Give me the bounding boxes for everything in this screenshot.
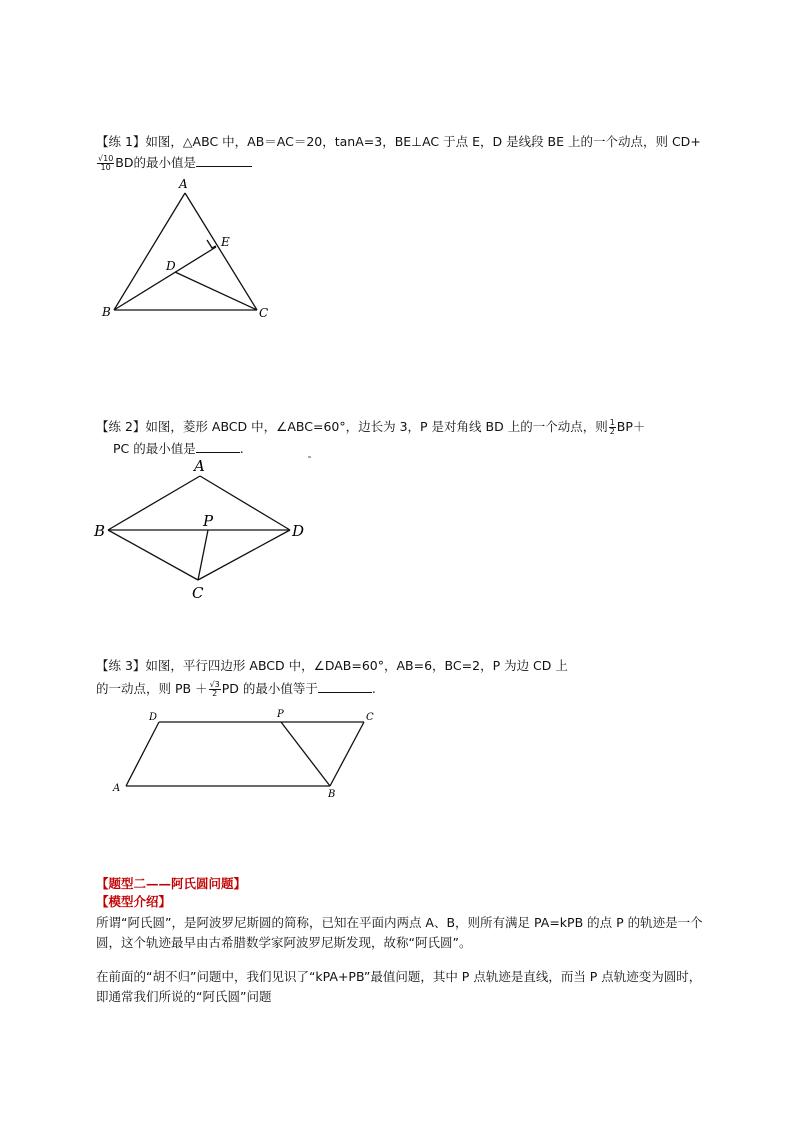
section-paragraph-2: 在前面的“胡不归”问题中，我们见识了“kPA+PB”最值问题，其中 P 点轨迹是直线，而当 P 点轨迹变为圆时，即通常我们所说的“阿氏圆”问题 <box>96 969 702 1004</box>
ex2-side-ad <box>200 476 290 530</box>
section-paragraph-1: 所谓“阿氏圆”，是阿波罗尼斯圆的简称，已知在平面内两点 A、B，则所有满足 PA=kPB 的点 P 的轨迹是一个圆，这个轨迹最早由古希腊数学家阿波罗尼斯发现，故称“阿氏圆”。 <box>96 915 703 950</box>
ex3-side-bc <box>330 722 364 786</box>
ex2-fraction <box>609 419 616 436</box>
section-subheading: 【模型介绍】 <box>96 894 172 909</box>
ex2-line2-end: . <box>239 441 244 456</box>
ex2-line1-text: 【练 2】如图，菱形 ABCD 中，∠ABC=60°，边长为 3，P 是对角线 BD 上的一个动点，则 <box>96 419 608 434</box>
ex3-label-a: A <box>113 783 121 794</box>
ex1-label-c: C <box>259 306 269 320</box>
ex3-line2-head: 的一动点，则 PB ＋ <box>96 681 208 696</box>
ex1-frac-den: 10 <box>100 163 111 172</box>
ex2-segment-pc <box>198 530 208 580</box>
ex2-label-p: P <box>203 512 214 530</box>
ex1-segment-dc <box>175 272 257 310</box>
ex3-answer-blank <box>318 680 372 693</box>
ex1-label-d: D <box>166 259 176 273</box>
ex2-line1-tail: BP＋ <box>616 419 646 434</box>
section-heading: 【题型二——阿氏圆问题】 <box>96 876 247 891</box>
ex2-label-c: C <box>192 584 204 602</box>
ex2-line2 <box>113 440 244 457</box>
ex3-frac-num: √3 <box>209 680 220 689</box>
ex2-answer-blank <box>196 440 240 453</box>
ex3-segment-pb <box>281 722 330 786</box>
ex2-label-a: A <box>194 457 205 475</box>
ex1-label-b: B <box>102 305 111 319</box>
ex3-frac-den: 2 <box>212 689 218 698</box>
ex3-label-d: D <box>149 712 158 723</box>
ex3-line2-tail: PD 的最小值等于 <box>221 681 318 696</box>
ex2-label-d: D <box>292 522 305 540</box>
ex3-line2 <box>96 680 376 698</box>
ex2-label-b: B <box>94 522 106 540</box>
ex3-fraction <box>209 681 221 698</box>
ex3-line2-end: . <box>371 681 376 696</box>
ex1-line2-tail: BD的最小值是 <box>115 155 196 170</box>
ex3-label-p: P <box>277 709 284 720</box>
ex1-line2 <box>96 154 252 172</box>
ex3-side-da <box>126 722 159 786</box>
ex2-line1 <box>96 419 645 436</box>
ex1-side-ac <box>185 193 257 310</box>
ex1-answer-blank <box>196 154 252 167</box>
ex2-line2-text: PC 的最小值是 <box>113 441 196 456</box>
ex3-line1: 【练 3】如图，平行四边形 ABCD 中，∠DAB=60°，AB=6，BC=2，P 为边 CD 上 <box>96 658 568 673</box>
ex2-side-dc <box>198 530 290 580</box>
ex2-side-bc <box>108 530 198 580</box>
ex1-segment-be <box>114 247 216 310</box>
ex1-fraction <box>97 155 114 172</box>
ex3-label-b: B <box>328 789 336 800</box>
ex1-side-ab <box>114 193 185 310</box>
ex1-right-angle-mark <box>207 240 216 248</box>
ex2-frac-den: 2 <box>609 427 615 436</box>
ex1-label-a: A <box>179 177 188 191</box>
ex2-frac-num: 1 <box>609 418 615 427</box>
ex1-label-e: E <box>221 235 230 249</box>
ex1-frac-num: √10 <box>98 154 114 163</box>
ex2-side-ab <box>108 476 200 530</box>
ex1-line1: 【练 1】如图，△ABC 中，AB＝AC＝20，tanA=3，BE⊥AC 于点 E，D 是线段 BE 上的一个动点，则 CD+ <box>96 134 701 149</box>
ex3-label-c: C <box>366 712 374 723</box>
